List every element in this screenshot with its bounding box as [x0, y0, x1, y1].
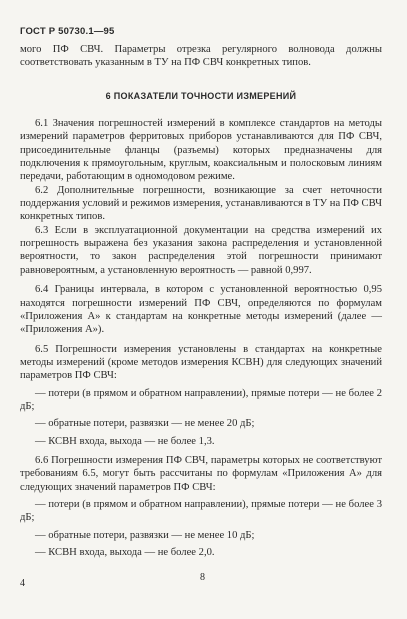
document-code: ГОСТ Р 50730.1—95: [20, 26, 115, 37]
list-item: — обратные потери, развязки — не менее 10 дБ;: [35, 529, 255, 541]
list-item: — потери (в прямом и обратном направлении), прямые потери — не более 3 дБ;: [20, 498, 382, 524]
intro-paragraph: мого ПФ СВЧ. Параметры отрезка регулярного волновода должны соответствовать указанным в ТУ на ПФ СВЧ конкретных типов.: [20, 44, 382, 69]
section-title: 6 ПОКАЗАТЕЛИ ТОЧНОСТИ ИЗМЕРЕНИЙ: [105, 90, 297, 101]
page-number-center: 8: [200, 572, 205, 583]
page-content: [20, 43, 382, 559]
paragraph-6-6: 6.6 Погрешности измерения ПФ СВЧ, параметры которых не соответствуют требованиям 6.5, могут быть рассчитаны по формулам «Приложения А» для следующих значений параметров ПФ СВЧ:: [20, 454, 382, 493]
page-number-left: 4: [20, 578, 25, 589]
paragraph-6-4: 6.4 Границы интервала, в котором с установленной вероятностью 0,95 находятся погрешности измерений ПФ СВЧ, определяются по формулам «Приложения А» к стандартам на конкретные методы измерений (далее — «Приложения А»).: [20, 284, 382, 336]
paragraph-6-3: 6.3 Если в эксплуатационной документации на средства измерений их погрешность выражена без указания закона распределения и установленной вероятности, то закон распределения этой погрешности принимают равновероятным, а установленную вероятность — равной 0,997.: [20, 224, 382, 276]
list-item: — КСВН входа, выхода — не более 2,0.: [35, 547, 215, 558]
paragraph-6-2: 6.2 Дополнительные погрешности, возникающие за счет неточности поддержания условий и режимов измерения, устанавливаются в ТУ на ПФ СВЧ конкретных типов.: [20, 184, 382, 223]
list-item: — обратные потери, развязки — не менее 20 дБ;: [35, 418, 255, 430]
paragraph-6-1: 6.1 Значения погрешностей измерений в комплексе стандартов на методы измерений параметров ферритовых приборов устанавливаются для ПФ СВЧ, присоединительные фланцы (разъемы) которых предназначены для подключения к прямоугольным, круглым, коаксиальным и полосковым линиям передачи, работающим в одномодовом режиме.: [20, 118, 382, 183]
list-item: — потери (в прямом и обратном направлении), прямые потери — не более 2 дБ;: [20, 387, 382, 412]
list-item: — КСВН входа, выхода — не более 1,3.: [35, 435, 215, 447]
paragraph-6-5: 6.5 Погрешности измерения установлены в стандартах на конкретные методы измерений (кроме методов измерения КСВН) для следующих значений параметров ПФ СВЧ:: [20, 343, 382, 382]
